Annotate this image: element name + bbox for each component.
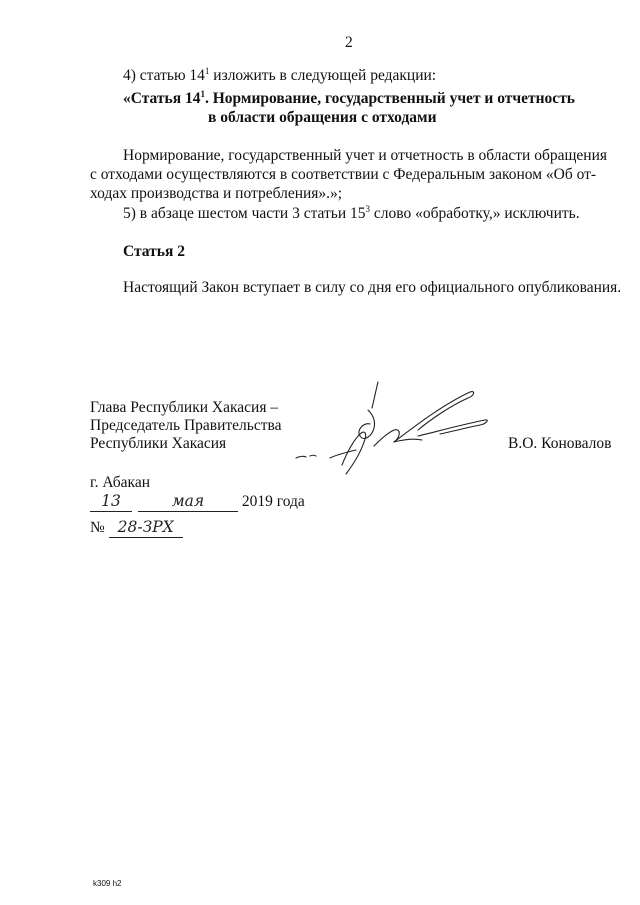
law-number-field [109,518,183,538]
signing-date [90,492,305,512]
heading1-post: . Нормирование, государственный учет и отчетность [204,90,576,107]
article-2-text: Настоящий Закон вступает в силу со дня его официального опубликования. [123,279,622,296]
item4-text-post: изложить в следующей редакции: [209,67,437,84]
heading1-superscript: 1 [200,89,205,99]
amendment-item-5 [123,204,580,223]
date-month: мая [171,492,205,510]
item5-text-pre: 5) в абзаце шестом части 3 статьи 15 [123,205,366,222]
article-2-title: Статья 2 [123,243,185,260]
article-14-1-body-line3: ходах производства и потребления».»; [90,185,343,202]
law-number-value: 28-ЗРХ [117,518,174,536]
page-number: 2 [345,34,353,51]
signatory-position-line2: Председатель Правительства [90,417,282,434]
law-number [90,518,183,538]
signatory-name: В.О. Коновалов [508,435,612,452]
item4-superscript: 1 [204,66,210,76]
footer-document-code: k309 h2 [93,879,122,888]
signatory-position-line1: Глава Республики Хакасия – [90,399,279,416]
place: г. Абакан [90,474,151,491]
number-sign: № [90,519,105,536]
article-14-1-body-line1: Нормирование, государственный учет и отчетность в области обращения [123,147,608,164]
date-day: 13 [101,492,121,510]
date-day-field [90,492,132,512]
date-year: 2019 года [241,493,305,510]
handwritten-signature [290,370,500,485]
signatory-position-line3: Республики Хакасия [90,435,227,452]
item5-superscript: 3 [365,204,371,214]
item4-text-pre: 4) статью 14 [123,67,205,84]
amendment-item-4 [123,66,436,85]
article-14-1-body-line2: с отходами осуществляются в соответствии с Федеральным законом «Об от- [90,166,597,183]
item5-text-post: слово «обработку,» исключить. [370,205,580,222]
article-14-1-heading-line1 [123,89,575,108]
heading1-pre: «Статья 14 [123,90,201,107]
article-14-1-heading-line2: в области обращения с отходами [208,109,437,126]
date-month-field [138,492,238,512]
